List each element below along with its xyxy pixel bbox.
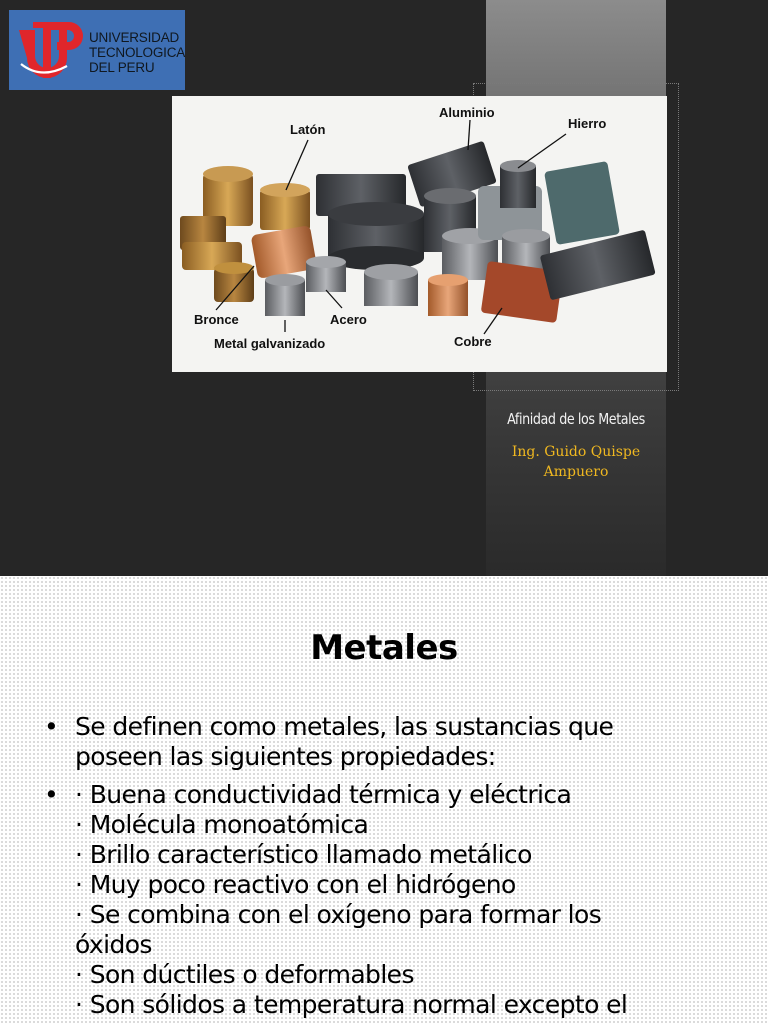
author-name [486,442,666,482]
label-acero: Acero [330,312,367,327]
bullet-line: · Muy poco reactivo con el hidrógeno [75,870,516,899]
logo-line-1: UNIVERSIDAD [89,30,180,45]
bullet-line: óxidos [75,930,152,959]
label-laton: Latón [290,122,326,137]
author-line-1: Ing. Guido Quispe [511,444,641,460]
presentation-subtitle: Afinidad de los Metales [507,410,645,428]
content-slide [0,576,768,1024]
bullet-line: · Se combina con el oxígeno para formar los [75,900,602,929]
bullet-line: · Son sólidos a temperatura normal excepto el [75,990,628,1019]
label-metal-galvanizado: Metal galvanizado [214,336,326,351]
bullet-line: · Son dúctiles o deformables [75,960,414,989]
logo-line-2: TECNOLOGICA [89,45,186,60]
label-bronce: Bronce [194,312,239,327]
university-logo [9,10,185,90]
label-aluminio: Aluminio [439,105,495,120]
label-hierro: Hierro [568,116,607,131]
slide-title: Metales [310,628,458,668]
bullet-item [44,712,744,772]
bullet-item [44,780,744,1020]
bullet-line: · Brillo característico llamado metálico [75,840,532,869]
bullet-line: poseen las siguientes propiedades: [75,742,496,771]
logo-line-3: DEL PERU [89,60,155,75]
bullet-line: Se definen como metales, las sustancias que [75,712,614,741]
utp-logo-mark [13,14,85,86]
metal-samples-illustration [180,141,656,323]
author-line-2: Ampuero [543,464,609,480]
label-cobre: Cobre [454,334,492,349]
bullet-line: · Buena conductividad térmica y eléctrica [75,780,572,809]
bullet-marker: • [44,712,59,741]
metals-photo [172,96,667,372]
bullet-marker: • [44,780,59,809]
bullet-line: · Molécula monoatómica [75,810,369,839]
logo-text [89,30,185,75]
bullet-list [44,712,744,1024]
